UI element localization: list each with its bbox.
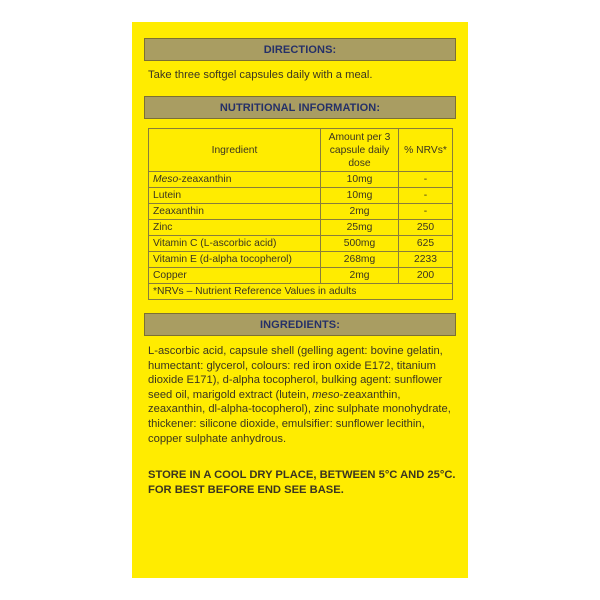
ingredients-text — [148, 344, 458, 446]
ingredients-text-part2: -zeaxanthin, zeaxanthin, dl-alpha-tocopherol), zinc sulphate monohydrate, thickener: silicone dioxide, emulsifier: sunflower lecithin, copper sulphate anhydrous. — [148, 388, 451, 445]
amount-cell: 500mg — [321, 236, 399, 252]
nutrition-table — [148, 128, 453, 300]
label-panel — [132, 22, 468, 578]
table-row — [149, 204, 453, 220]
nrv-cell: - — [399, 204, 453, 220]
storage-instructions: STORE IN A COOL DRY PLACE, BETWEEN 5°C AND 25°C. FOR BEST BEFORE END SEE BASE. — [148, 469, 456, 496]
nrv-cell: - — [399, 172, 453, 188]
ingredient-name: -zeaxanthin — [178, 173, 232, 185]
table-row — [149, 268, 453, 284]
nrv-cell: 250 — [399, 220, 453, 236]
amount-cell: 2mg — [321, 204, 399, 220]
column-header-ingredient: Ingredient — [149, 129, 321, 172]
table-footnote-row — [149, 284, 453, 300]
table-row — [149, 188, 453, 204]
amount-cell: 25mg — [321, 220, 399, 236]
ingredient-cell: Vitamin E (d-alpha tocopherol) — [149, 252, 321, 268]
table-row — [149, 236, 453, 252]
directions-heading-text: DIRECTIONS: — [263, 43, 337, 56]
ingredient-cell: Copper — [149, 268, 321, 284]
amount-cell: 2mg — [321, 268, 399, 284]
column-header-nrv: % NRVs* — [399, 129, 453, 172]
ingredients-text-part1: L-ascorbic acid, capsule shell (gelling agent: bovine gelatin, humectant: glycerol, colours: red iron oxide E172, titanium dioxide E171), d-alpha tocopherol, bulking agent: sunflower seed oil, marigold extract (lutein, — [148, 345, 443, 401]
column-header-amount: Amount per 3 capsule daily dose — [321, 129, 399, 172]
table-header-row — [149, 129, 453, 172]
ingredient-cell: Lutein — [149, 188, 321, 204]
nutrition-heading — [144, 96, 456, 119]
ingredient-cell — [149, 172, 321, 188]
nutrition-heading-text: NUTRITIONAL INFORMATION: — [219, 101, 381, 114]
nrv-cell: 625 — [399, 236, 453, 252]
ingredient-italic-prefix: Meso — [153, 173, 179, 185]
ingredients-text-italic: meso — [312, 388, 340, 401]
table-row — [149, 252, 453, 268]
nrv-cell: - — [399, 188, 453, 204]
ingredient-cell: Vitamin C (L-ascorbic acid) — [149, 236, 321, 252]
amount-cell: 268mg — [321, 252, 399, 268]
table-row — [149, 220, 453, 236]
directions-text: Take three softgel capsules daily with a meal. — [148, 69, 373, 81]
nrv-footnote: *NRVs – Nutrient Reference Values in adults — [149, 284, 453, 300]
ingredients-heading — [144, 313, 456, 336]
ingredient-cell: Zeaxanthin — [149, 204, 321, 220]
ingredients-heading-text: INGREDIENTS: — [259, 318, 341, 331]
directions-heading — [144, 38, 456, 61]
nrv-cell: 200 — [399, 268, 453, 284]
amount-cell: 10mg — [321, 188, 399, 204]
amount-cell: 10mg — [321, 172, 399, 188]
nrv-cell: 2233 — [399, 252, 453, 268]
ingredient-cell: Zinc — [149, 220, 321, 236]
table-row — [149, 172, 453, 188]
